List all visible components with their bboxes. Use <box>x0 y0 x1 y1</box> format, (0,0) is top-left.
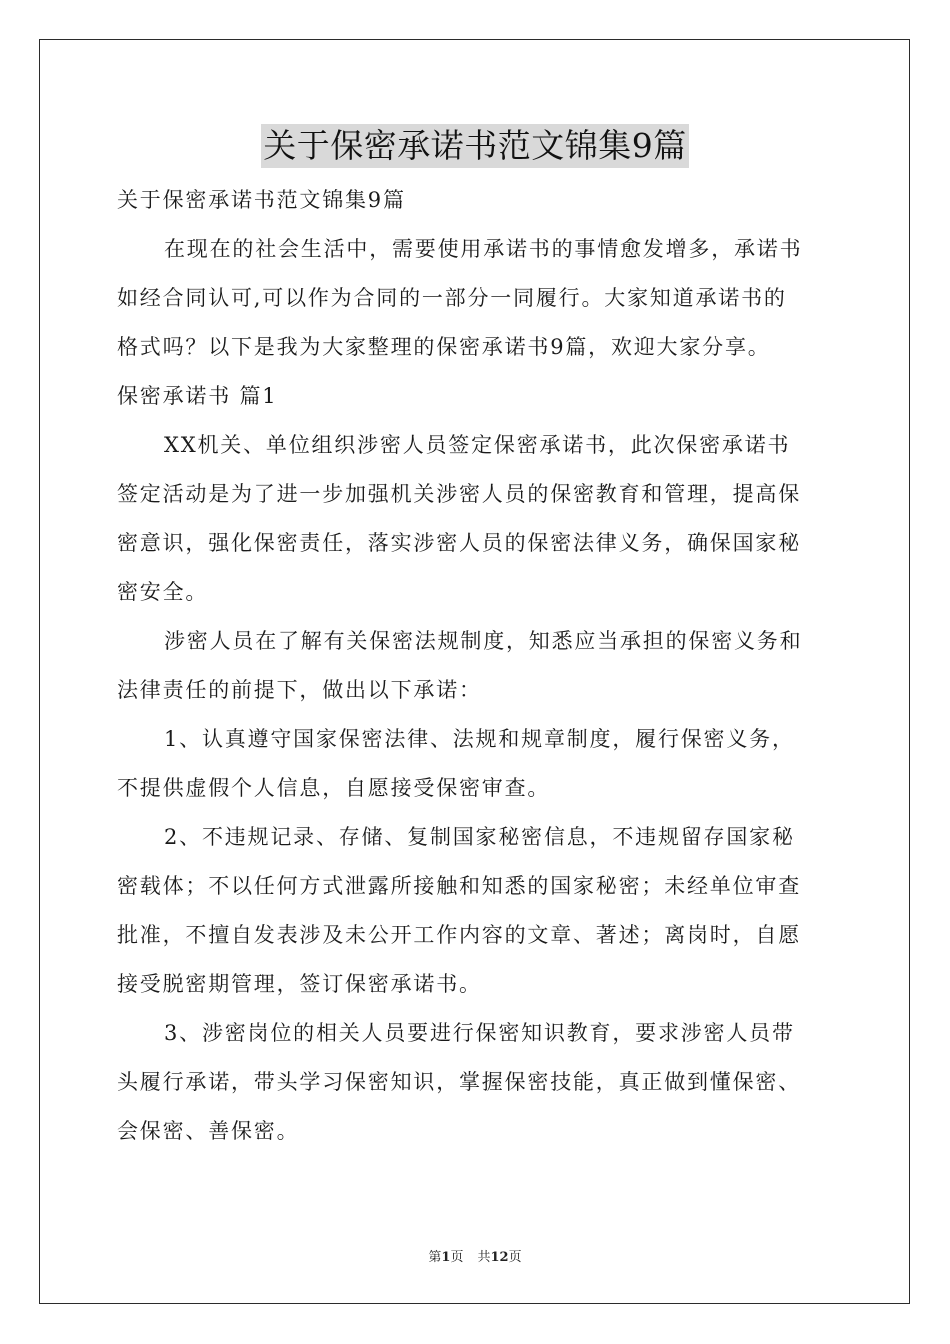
document-body <box>117 176 833 1156</box>
body-line: 签定活动是为了进一步加强机关涉密人员的保密教育和管理，提高保 <box>117 482 801 506</box>
body-line: 密意识，强化保密责任，落实涉密人员的保密法律义务，确保国家秘 <box>117 531 801 555</box>
page-footer <box>0 1246 950 1265</box>
body-line: 接受脱密期管理，签订保密承诺书。 <box>117 972 482 996</box>
total-suffix: 页 <box>508 1250 522 1265</box>
body-line: 密安全。 <box>117 580 209 604</box>
body-line: 不提供虚假个人信息，自愿接受保密审查。 <box>117 776 551 800</box>
body-line: 1、认真遵守国家保密法律、法规和规章制度，履行保密义务， <box>164 727 795 751</box>
body-line: 保密承诺书 篇1 <box>117 384 278 408</box>
body-line: 关于保密承诺书范文锦集9篇 <box>117 188 406 212</box>
body-line: 密载体；不以任何方式泄露所接触和知悉的国家秘密；未经单位审查 <box>117 874 801 898</box>
body-line: 法律责任的前提下，做出以下承诺： <box>117 678 482 702</box>
body-line: 头履行承诺，带头学习保密知识，掌握保密技能，真正做到懂保密、 <box>117 1070 801 1094</box>
page-prefix: 第 <box>428 1250 442 1265</box>
page-total: 12 <box>490 1250 509 1265</box>
body-line: 2、不违规记录、存储、复制国家秘密信息，不违规留存国家秘 <box>164 825 795 849</box>
body-line: 在现在的社会生活中，需要使用承诺书的事情愈发增多，承诺书 <box>164 237 803 261</box>
body-line: 3、涉密岗位的相关人员要进行保密知识教育，要求涉密人员带 <box>164 1021 795 1045</box>
body-line: 如经合同认可,可以作为合同的一部分一同履行。大家知道承诺书的 <box>117 286 787 310</box>
page-current: 1 <box>441 1250 451 1265</box>
body-line: 会保密、善保密。 <box>117 1119 300 1143</box>
total-prefix: 共 <box>477 1250 491 1265</box>
body-line: 批准，不擅自发表涉及未公开工作内容的文章、著述；离岗时，自愿 <box>117 923 801 947</box>
body-line: 涉密人员在了解有关保密法规制度，知悉应当承担的保密义务和 <box>164 629 803 653</box>
body-line: XX机关、单位组织涉密人员签定保密承诺书，此次保密承诺书 <box>164 433 791 457</box>
document-title: 关于保密承诺书范文锦集9篇 <box>261 124 689 168</box>
page-suffix: 页 <box>450 1250 464 1265</box>
body-line: 格式吗？以下是我为大家整理的保密承诺书9篇，欢迎大家分享。 <box>117 335 771 359</box>
title-wrapper <box>0 124 950 168</box>
